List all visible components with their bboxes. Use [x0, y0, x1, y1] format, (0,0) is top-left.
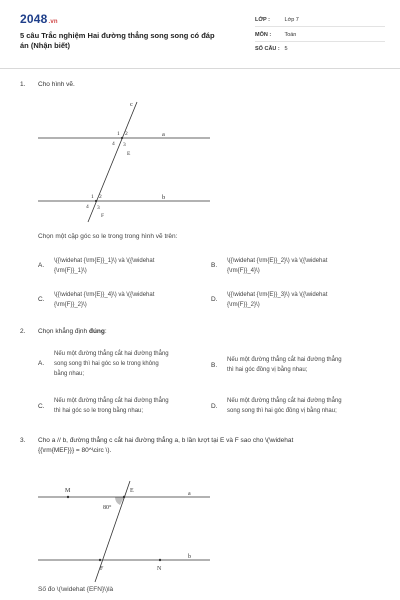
point-m	[67, 496, 69, 498]
label-b: b	[188, 554, 191, 560]
question-2-emphasis: đúng	[88, 328, 105, 335]
question-2-text-end: :	[104, 328, 107, 335]
point-e	[123, 496, 125, 498]
label-a: a	[188, 491, 191, 497]
q1-option-c-line2: {\rm{F}}_2}\)	[54, 302, 87, 308]
label-f1: 1	[91, 194, 94, 200]
q2-option-d-line1: Nếu một đường thẳng cắt hai đường thẳng	[227, 398, 342, 404]
class-label: LỚP :	[255, 17, 270, 23]
label-b: b	[162, 194, 166, 201]
label-f: F	[101, 213, 105, 219]
question-2-text: Chọn khẳng định	[38, 328, 88, 335]
label-e1: 1	[117, 131, 120, 137]
q1-option-b-line2: {\rm{F}}_4}\)	[227, 268, 260, 274]
q1-option-c-line1: \({\widehat {\rm{E}}_4}\) và \({\widehat	[54, 292, 155, 298]
logo-text: 2048	[20, 12, 48, 26]
question-3-text-line1: Cho a // b, đường thẳng c cắt hai đường thẳng a, b lần lượt tại E và F sao cho \(\widehat	[38, 437, 294, 444]
q2-option-d-letter[interactable]: D.	[211, 403, 218, 410]
label-e2: 2	[125, 131, 128, 137]
q2-option-c-line1: Nếu một đường thẳng cắt hai đường thẳng	[54, 398, 169, 404]
q1-option-d-letter[interactable]: D.	[211, 296, 218, 303]
q2-option-b-line2: thì hai góc đồng vị bằng nhau;	[227, 367, 308, 373]
q2-option-c-letter[interactable]: C.	[38, 403, 45, 410]
label-m: M	[65, 488, 71, 494]
label-f: F	[100, 566, 104, 572]
q2-option-b-line1: Nếu một đường thẳng cắt hai đường thẳng	[227, 357, 342, 363]
logo-suffix: .vn	[48, 19, 58, 25]
label-a: a	[162, 131, 165, 138]
page-title: 5 câu Trắc nghiệm Hai đường thẳng song song có đáp án (Nhận biết)	[20, 31, 215, 50]
subject-label: MÔN :	[255, 32, 272, 38]
q1-option-a-letter[interactable]: A.	[38, 262, 45, 269]
question-1-text: Cho hình vẽ.	[38, 81, 75, 88]
label-angle: 80°	[103, 505, 112, 511]
label-c: c	[130, 101, 133, 108]
q1-option-c-letter[interactable]: C.	[38, 296, 45, 303]
q2-option-c-line2: thì hai góc so le trong bằng nhau;	[54, 408, 144, 414]
q2-option-a-letter[interactable]: A.	[38, 360, 45, 367]
q1-option-b-letter[interactable]: B.	[211, 262, 218, 269]
count-value: 5	[284, 46, 288, 52]
label-e4: 4	[112, 141, 115, 147]
label-e: E	[127, 151, 131, 157]
count-label: SỐ CÂU :	[255, 46, 280, 52]
q1-option-a-line1: \({\widehat {\rm{E}}_1}\) và \({\widehat	[54, 258, 155, 264]
point-f	[99, 559, 101, 561]
class-value: Lớp 7	[284, 17, 299, 23]
q1-option-b-line1: \({\widehat {\rm{E}}_2}\) và \({\widehat	[227, 258, 328, 264]
q2-option-a-line3: bằng nhau;	[54, 371, 85, 377]
q1-option-a-line2: {\rm{F}}_1}\)	[54, 268, 87, 274]
question-3-footer: Số đo \(\widehat {EFN}\)là	[38, 586, 114, 593]
q2-option-a-line1: Nếu một đường thẳng cắt hai đường thẳng	[54, 351, 169, 357]
label-f3: 3	[97, 205, 100, 211]
label-f2: 2	[99, 194, 102, 200]
q1-option-d-line1: \({\widehat {\rm{E}}_3}\) và \({\widehat	[227, 292, 328, 298]
question-1-instruction: Chọn một cặp góc so le trong trong hình vẽ trên:	[38, 233, 178, 240]
label-e3: 3	[123, 142, 126, 148]
question-3-number: 3.	[20, 437, 26, 444]
label-e: E	[130, 488, 134, 494]
q2-option-d-line2: song song thì hai góc đồng vị bằng nhau;	[227, 408, 337, 414]
label-n: N	[157, 566, 162, 572]
q1-option-d-line2: {\rm{F}}_2}\)	[227, 302, 260, 308]
q2-option-a-line2: song song thì hai góc so le trong không	[54, 361, 159, 367]
q2-option-b-letter[interactable]: B.	[211, 362, 218, 369]
question-3-text-line2: {{\rm{MEF}}} = 80^\circ \).	[38, 447, 112, 454]
point-n	[159, 559, 161, 561]
subject-value: Toán	[284, 32, 297, 38]
label-f4: 4	[86, 204, 89, 210]
question-2-number: 2.	[20, 328, 26, 335]
question-1-number: 1.	[20, 81, 26, 88]
